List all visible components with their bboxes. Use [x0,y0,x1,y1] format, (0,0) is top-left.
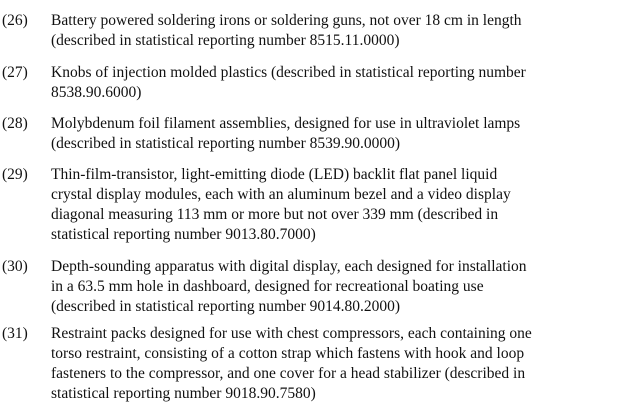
item-text-line: Thin-film-transistor, light-emitting diode (LED) backlit flat panel liquid [51,166,498,183]
item-description [51,324,621,404]
item-text-line: Molybdenum foil filament assemblies, designed for use in ultraviolet lamps [51,115,521,132]
item-number: (29) [2,166,28,183]
item-description [51,11,621,51]
item-description [51,63,621,103]
item-number: (30) [2,258,28,275]
item-text-line: torso restraint, consisting of a cotton strap which fastens with hook and loop [51,345,525,362]
item-number: (31) [2,325,28,342]
item-text-line: in a 63.5 mm hole in dashboard, designed for recreational boating use [51,278,484,295]
item-text-line: (described in statistical reporting number 8515.11.0000) [51,32,400,49]
item-description [51,257,621,317]
item-text-line: statistical reporting number 9018.90.7580) [51,385,316,402]
item-text-line: (described in statistical reporting number 8539.90.0000) [51,135,401,152]
item-text-line: (described in statistical reporting number 9014.80.2000) [51,298,401,315]
item-number: (26) [2,12,28,29]
item-text-line: Depth-sounding apparatus with digital display, each designed for installation [51,258,527,275]
item-text-line: Restraint packs designed for use with chest compressors, each containing one [51,325,532,342]
item-text-line: statistical reporting number 9013.80.7000) [51,226,316,243]
item-description [51,165,621,245]
item-text-line: fasteners to the compressor, and one cover for a head stabilizer (described in [51,365,526,382]
item-number: (27) [2,64,28,81]
item-text-line: diagonal measuring 113 mm or more but not over 339 mm (described in [51,206,499,223]
item-text-line: crystal display modules, each with an aluminum bezel and a video display [51,186,511,203]
item-description [51,114,621,154]
item-number: (28) [2,115,28,132]
item-text-line: Battery powered soldering irons or soldering guns, not over 18 cm in length [51,12,522,29]
item-text-line: 8538.90.6000) [51,84,142,101]
item-text-line: Knobs of injection molded plastics (described in statistical reporting number [51,64,526,81]
